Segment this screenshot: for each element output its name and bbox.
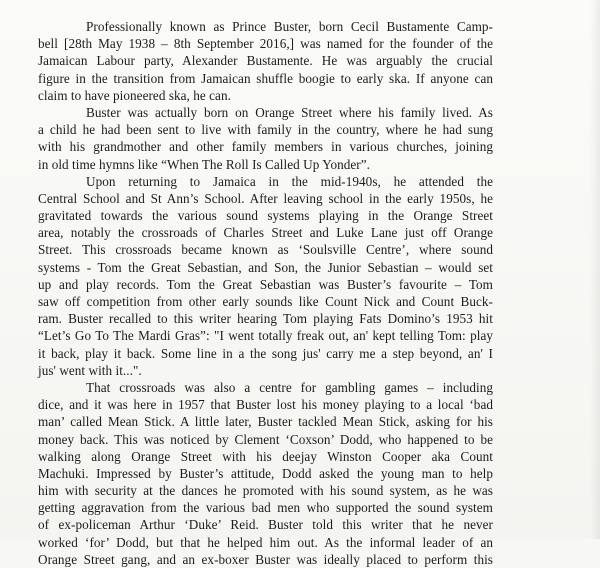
text-line-8: with his grandmother and other family members in various churches, joining xyxy=(38,139,493,155)
scan-shadow-edge xyxy=(590,0,600,539)
text-line-24: man’ called Mean Stick. A little later, Buster tackled Mean Stick, asking for his xyxy=(38,414,493,430)
text-line-31: worked ‘for’ Dodd, but that he helped him out. As the informal leader of an xyxy=(38,534,493,550)
text-line-7: a child he had been sent to live with family in the country, where he had sung xyxy=(38,122,493,138)
text-line-1: Professionally known as Prince Buster, born Cecil Bustamente Camp- xyxy=(86,19,493,34)
text-line-23: dice, and it was here in 1957 that Buster lost his money playing to a local ‘bad xyxy=(38,397,493,413)
text-line-3: Jamaican Labour party, Alexander Bustamente. He was arguably the crucial xyxy=(38,53,493,69)
text-line-10: Upon returning to Jamaica in the mid-1940s, he attended the xyxy=(86,173,493,189)
text-line-27: Machuki. Impressed by Buster’s attitude, Dodd asked the young man to help xyxy=(38,465,493,481)
text-line-15: systems - Tom the Great Sebastian, and Son, the Junior Sebastian – would set xyxy=(38,259,493,275)
text-line-14: Street. This crossroads became known as ‘Soulsville Centre’, where sound xyxy=(38,242,493,258)
text-line-16: up and play records. Tom the Great Sebastian was Buster’s favourite – Tom xyxy=(38,276,493,292)
text-line-21: jus' went with it...". xyxy=(38,362,142,378)
text-line-29: getting aggravation from the various bad men who supported the sound system xyxy=(38,500,493,516)
text-line-13: area, notably the crossroads of Charles Street and Luke Lane just off Orange xyxy=(38,225,493,241)
text-line-11: Central School and St Ann’s School. After leaving school in the early 1950s, he xyxy=(38,190,493,206)
text-line-6: Buster was actually born on Orange Street where his family lived. As xyxy=(86,104,493,120)
text-line-17: saw off competition from other early sounds like Count Nick and Count Buck- xyxy=(38,294,493,310)
text-line-32: Orange Street gang, and an ex-boxer Buster was ideally placed to perform this xyxy=(38,551,493,567)
text-line-4: figure in the transition from Jamaican shuffle boogie to early ska. If anyone can xyxy=(38,70,493,86)
text-line-12: gravitated towards the various sound systems playing in the Orange Street xyxy=(38,208,493,224)
article-body xyxy=(38,18,493,568)
text-line-18: ram. Buster recalled to this writer hearing Tom playing Fats Domino’s 1953 hit xyxy=(38,311,493,327)
text-line-22: That crossroads was also a centre for gambling games – including xyxy=(86,379,493,395)
text-line-9: in old time hymns like “When The Roll Is Called Up Yonder”. xyxy=(38,156,370,172)
text-line-2: bell [28th May 1938 – 8th September 2016,] was named for the founder of the xyxy=(38,36,493,52)
text-line-20: it back, play it back. Some line in a the song jus' carry me a step beyond, an' I xyxy=(38,345,493,361)
text-line-26: walking along Orange Street with his deejay Winston Cooper aka Count xyxy=(38,448,493,464)
text-line-19: “Let’s Go To The Mardi Gras”: "I went totally freak out, an' kept telling Tom: play xyxy=(38,328,493,344)
text-line-30: of ex-policeman Arthur ‘Duke’ Reid. Buster told this writer that he never xyxy=(38,517,493,533)
text-line-25: money back. This was noticed by Clement ‘Coxson’ Dodd, who happened to be xyxy=(38,431,493,447)
text-line-5: claim to have pioneered ska, he can. xyxy=(38,87,231,103)
text-line-28: him with security at the dances he promoted with his sound system, as he was xyxy=(38,483,493,499)
